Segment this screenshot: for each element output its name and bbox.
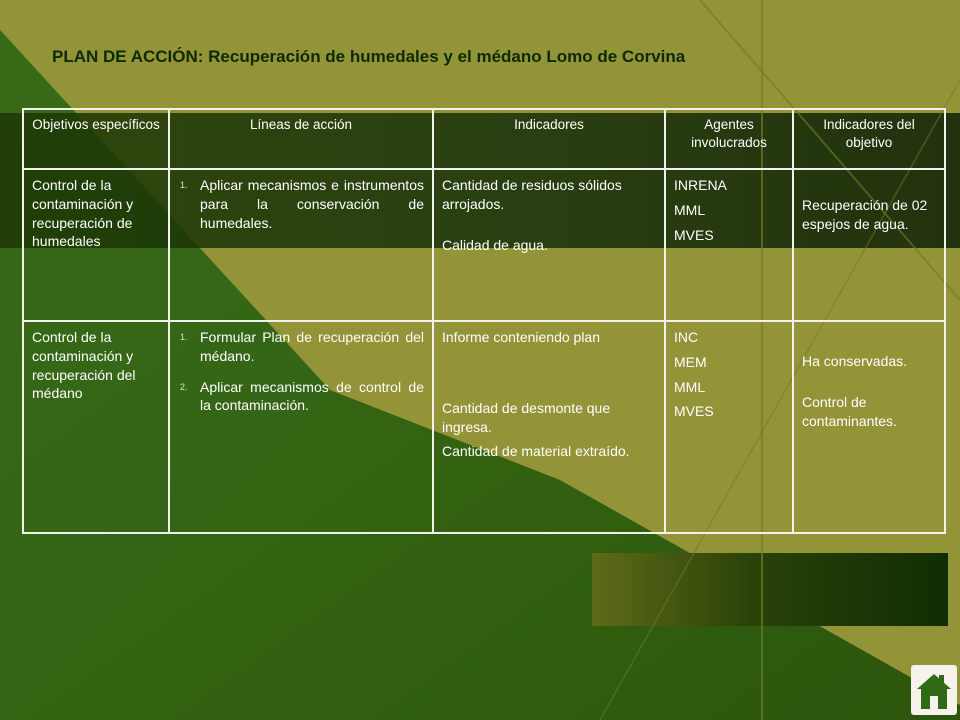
objective-indicator-text: Recuperación de 02 espejos de agua. — [802, 197, 928, 232]
table-row — [23, 169, 945, 321]
indicator-text: Cantidad de desmonte que ingresa. — [442, 399, 611, 435]
agents-cell — [665, 321, 793, 533]
table-row — [23, 321, 945, 533]
agent-text: INC — [674, 329, 699, 345]
header-agentes: Agentes involucrados — [665, 109, 793, 169]
table-header-row — [23, 109, 945, 169]
line-text: Aplicar mecanismos e instrumentos para la conservación de humedales. — [200, 177, 424, 231]
agent-text: MVES — [674, 403, 714, 420]
objective-text: Control de la contaminación y recuperación de humedales — [32, 177, 134, 250]
objective-indicators-cell — [793, 321, 945, 533]
home-button[interactable] — [911, 665, 957, 715]
agent-text: MML — [674, 378, 706, 395]
line-number: 1. — [180, 180, 188, 190]
indicators-cell — [433, 321, 665, 533]
indicator-text: Cantidad de residuos sólidos arrojados. — [442, 177, 622, 212]
agents-cell — [665, 169, 793, 321]
indicators-cell — [433, 169, 665, 321]
line-number: 2. — [180, 381, 188, 392]
line-text: Aplicar mecanismos de control de la contaminación. — [200, 378, 424, 414]
objective-cell — [23, 321, 169, 533]
home-icon — [911, 665, 957, 715]
agent-text: MEM — [674, 353, 707, 370]
header-objetivos: Objetivos específicos — [23, 109, 169, 169]
indicator-text: Calidad de agua. — [442, 236, 548, 253]
action-line-item — [180, 378, 424, 416]
objective-indicator-text: Control de contaminantes. — [802, 393, 897, 429]
line-number: 1. — [180, 332, 188, 342]
header-lineas: Líneas de acción — [169, 109, 433, 169]
line-text: Formular Plan de recuperación del médano. — [200, 329, 424, 364]
objective-cell — [23, 169, 169, 321]
action-lines-cell — [169, 169, 433, 321]
agent-text: MML — [674, 201, 706, 218]
action-plan-table — [22, 108, 946, 534]
objective-text: Control de la contaminación y recuperación del médano — [32, 329, 136, 402]
agent-text: INRENA — [674, 177, 727, 193]
objective-indicator-text: Ha conservadas. — [802, 353, 908, 369]
indicator-text: Cantidad de material extraído. — [442, 443, 630, 460]
action-line-item — [180, 176, 424, 232]
action-lines-cell — [169, 321, 433, 533]
header-indicadores: Indicadores — [433, 109, 665, 169]
indicator-text: Informe conteniendo plan — [442, 329, 600, 345]
page-title: PLAN DE ACCIÓN: Recuperación de humedales y el médano Lomo de Corvina — [52, 47, 686, 66]
objective-indicators-cell — [793, 169, 945, 321]
agent-text: MVES — [674, 226, 714, 243]
action-line-item — [180, 328, 424, 366]
header-indicadores-objetivo: Indicadores del objetivo — [793, 109, 945, 169]
